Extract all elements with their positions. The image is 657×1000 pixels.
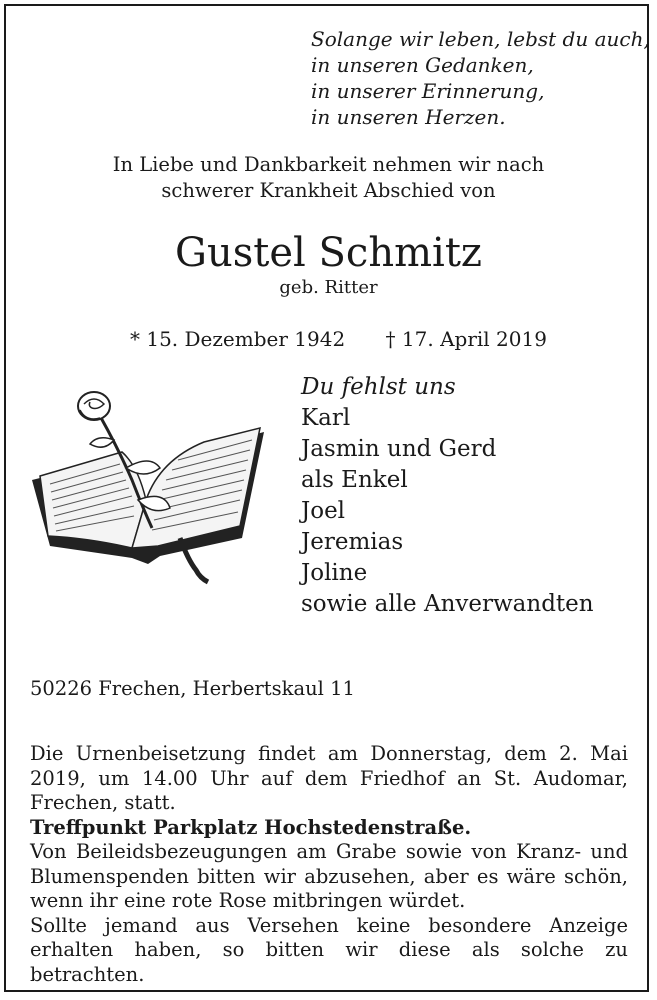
mourner-name: Joel	[301, 498, 346, 524]
mourner-name: Karl	[301, 405, 351, 431]
intro-line: In Liebe und Dankbarkeit nehmen wir nach	[112, 153, 545, 176]
family-address: 50226 Frechen, Herbertskaul 11	[30, 677, 355, 700]
mourner-name: sowie alle Anverwandten	[301, 591, 594, 617]
poem	[311, 26, 650, 130]
life-dates	[130, 326, 547, 352]
maiden-name: geb. Ritter	[279, 277, 378, 298]
mourners-heading: Du fehlst uns	[301, 374, 456, 400]
mourner-name: Jasmin und Gerd	[301, 436, 497, 462]
mourner-name: Joline	[301, 560, 368, 586]
intro-line: schwerer Krankheit Abschied von	[161, 179, 496, 202]
meeting-point: Treffpunkt Parkplatz Hochstedenstraße.	[30, 815, 472, 839]
deceased-name: Gustel Schmitz	[175, 230, 482, 276]
intro-text	[0, 152, 657, 204]
mourner-name: Jeremias	[301, 529, 404, 555]
poem-line: Solange wir leben, lebst du auch,	[311, 27, 650, 51]
poem-line: in unseren Gedanken,	[311, 53, 534, 77]
book-with-rose-illustration	[28, 388, 272, 588]
poem-line: in unseren Herzen.	[311, 105, 506, 129]
flowers-paragraph: Von Beileidsbezeugungen am Grabe sowie von Kranz- und Blumenspenden bitten wir abzusehen, aber es wäre schön, wenn ihr eine rote Rose mitbringen würdet.	[30, 840, 628, 912]
notice-paragraph: Sollte jemand aus Versehen keine besondere Anzeige erhalten haben, so bitten wir diese als solche zu betrachten.	[30, 913, 628, 986]
mourners-list	[301, 372, 594, 620]
mourner-name: als Enkel	[301, 467, 408, 493]
funeral-info	[30, 742, 628, 987]
birth-date: * 15. Dezember 1942	[130, 327, 346, 351]
burial-paragraph: Die Urnenbeisetzung findet am Donnerstag, dem 2. Mai 2019, um 14.00 Uhr auf dem Friedhof an St. Audomar, Frechen, statt.	[30, 742, 628, 814]
poem-line: in unserer Erinnerung,	[311, 79, 545, 103]
death-date: † 17. April 2019	[385, 327, 547, 351]
